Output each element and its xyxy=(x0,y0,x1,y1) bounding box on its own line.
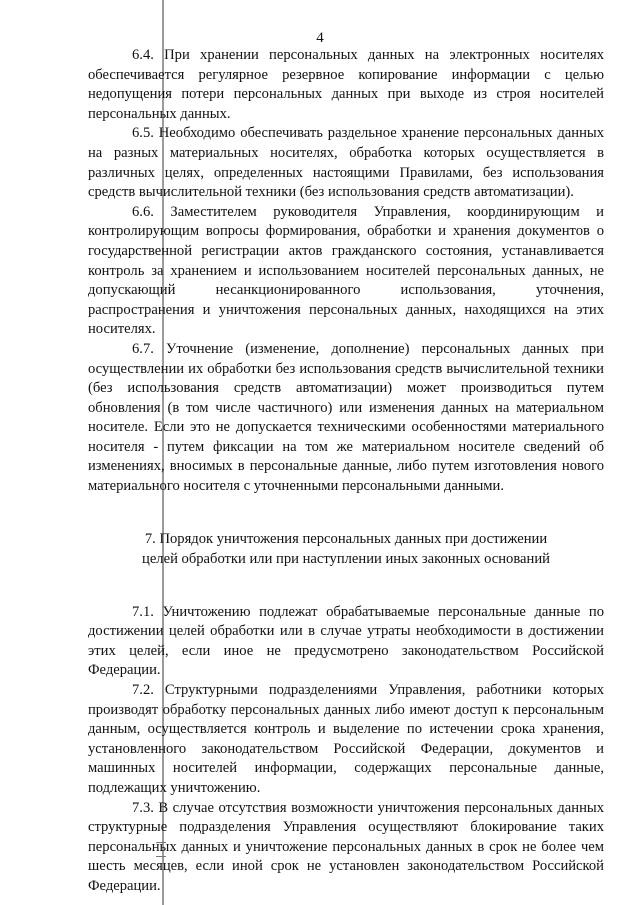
paragraph-7-1: 7.1. Уничтожению подлежат обрабатываемые персональные данные по достижении целей обработки или в случае утраты необходимости в достижении этих целей, если иное не предусмотрено законодательством Российской Федерации. xyxy=(88,603,604,679)
page-number: 4 xyxy=(316,30,324,46)
paragraph-6-5: 6.5. Необходимо обеспечивать раздельное хранение персональных данных на разных материальных носителях, обработка которых осуществляется в различных целях, определенных настоящими Правилами, без использования средств вычислительной техники (без использования средств автоматизации). xyxy=(88,125,604,201)
paragraph-6-6: 6.6. Заместителем руководителя Управления, координирующим и контролирующим вопросы формирования, обработки и хранения документов о государственной регистрации актов гражданского состояния, устанавливается контроль за хранением и использованием носителей персональных данных, не допускающий несанкционированного использования, уточнения, распространения и уничтожения персональных данных, находящихся на этих носителях. xyxy=(88,203,604,338)
paragraph-6-7: 6.7. Уточнение (изменение, дополнение) персональных данных при осуществлении их обработки без использования средств вычислительной техники (без использования средств автоматизации) может производиться путем обновления (в том числе частичного) или изменения данных на материальном носителе. Если это не допускается техническими особенностями материального носителя - путем фиксации на том же материальном носителе сведений об изменениях, вносимых в персональные данные, либо путем изготовления нового материального носителя с уточненными персональными данными. xyxy=(88,340,604,495)
document-body xyxy=(88,46,604,897)
section-heading xyxy=(88,529,604,569)
section-heading-line-2: целей обработки или при наступлении иных законных оснований xyxy=(142,550,550,567)
paragraph-6-4: 6.4. При хранении персональных данных на электронных носителях обеспечивается регулярное резервное копирование информации с целью недопущения потери персональных данных при выходе из строя носителей персональных данных. xyxy=(88,47,604,122)
section-heading-line-1: 7. Порядок уничтожения персональных данных при достижении xyxy=(144,530,548,547)
paragraph-7-3: 7.3. В случае отсутствия возможности уничтожения персональных данных структурные подразделения Управления осуществляют блокирование таких персональных данных и уничтожение персональных данных в срок не более чем шесть месяцев, если иной срок не установлен законодательством Российской Федерации. xyxy=(88,799,604,894)
paragraph-7-2: 7.2. Структурными подразделениями Управления, работники которых производят обработку персональных данных либо имеют доступ к персональным данным, осуществляется контроль и выделение по истечении срока хранения, установленного законодательством Российской Федерации, документов и машинных носителей информации, содержащих персональные данные, подлежащих уничтожению. xyxy=(88,682,604,796)
